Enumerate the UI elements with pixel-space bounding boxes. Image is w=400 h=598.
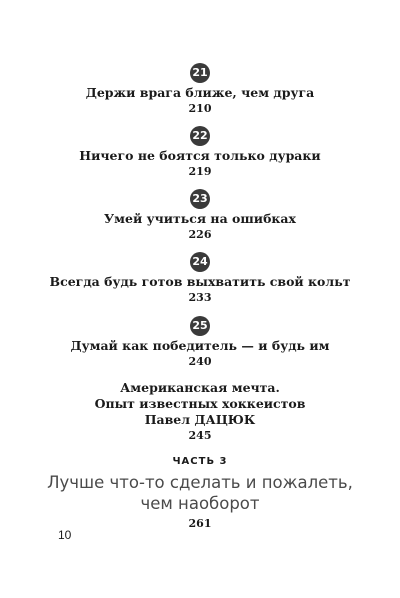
appendix-title-line-3: Павел ДАЦЮК [144, 412, 256, 427]
chapter-title: Держи врага ближе, чем друга [85, 85, 315, 100]
chapter-title: Умей учиться на ошибках [104, 211, 296, 226]
appendix-title-line-1: Американская мечта. [120, 380, 280, 395]
chapter-page-number: 233 [188, 291, 212, 304]
part-label: ЧАСТЬ 3 [172, 456, 228, 467]
toc-entry-24[interactable] [0, 252, 400, 305]
toc-entry-appendix[interactable] [0, 380, 400, 443]
chapter-number-badge: 25 [190, 316, 210, 336]
part-title-line-1: Лучше что-то сделать и пожалеть, [47, 473, 353, 492]
chapter-page-number: 210 [188, 102, 212, 115]
appendix-title-line-2: Опыт известных хоккеистов [94, 396, 306, 411]
chapter-page-number: 226 [188, 228, 212, 241]
chapter-page-number: 240 [188, 355, 212, 368]
toc-entry-22[interactable] [0, 126, 400, 179]
chapter-number-badge: 23 [190, 189, 210, 209]
appendix-page-number: 245 [188, 429, 212, 442]
toc-entry-21[interactable] [0, 63, 400, 116]
part-title-line-2: чем наоборот [140, 494, 260, 513]
part-page-number: 261 [188, 517, 212, 530]
chapter-title: Всегда будь готов выхватить свой кольт [49, 274, 351, 289]
chapter-page-number: 219 [188, 165, 212, 178]
toc-entry-part-3[interactable] [0, 455, 400, 531]
chapter-number-badge: 22 [190, 126, 210, 146]
chapter-title: Ничего не боятся только дураки [79, 148, 321, 163]
chapter-number-badge: 21 [190, 63, 210, 83]
toc-entry-23[interactable] [0, 189, 400, 242]
chapter-title: Думай как победитель — и будь им [70, 338, 330, 353]
toc-entry-25[interactable] [0, 316, 400, 369]
chapter-number-badge: 24 [190, 252, 210, 272]
page-folio-number: 10 [58, 528, 72, 542]
